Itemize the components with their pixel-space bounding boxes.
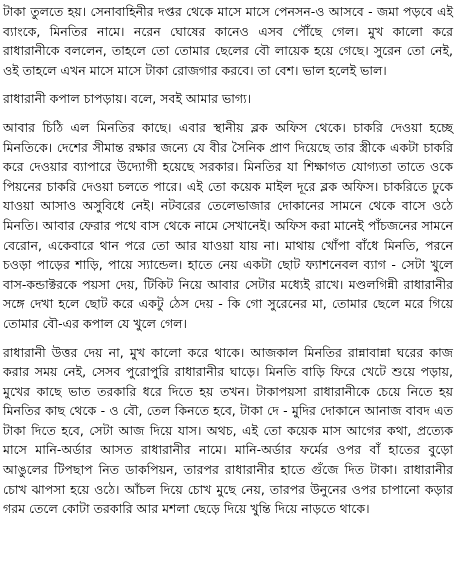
paragraph-household: রাধারানী উত্তর দেয় না, মুখ কালো করে থাকে। আজকাল মিনতির রান্নাবান্না ঘরের কাজ করার সময় নেই, সেসব পুরোপুরি রাধারানীর ঘাড়ে। মিনতি বাড়ি ফিরে খেটে শুয়ে পড়ায়, মুখের কাছে ভাত তরকারি ধরে দিতে হয় তখন। টাকাপয়সা রাধারানীকে চেয়ে নিতে হয় মিনতির কাছ থেকে - ও বৌ, তেল কিনতে হবে, টাকা দে - মুদির দোকানে আনাজ বাবদ এত টাকা দিতে হবে, সেটা আজ দিয়ে যাস। অথচ, এই তো কয়েক মাস আগের কথা, প্রত্যেক মাসে মানি-অর্ডার আসত রাধারানীর নামে। মানি-অর্ডার ফর্মের ওপর বাঁ হাতের বুড়ো আঙুলের টিপছাপ নিত ডাকপিয়ন, তারপর রাধারানীর হাতে গুঁজে দিত টাকা। রাধারানীর চোখ ঝাপসা হয়ে ওঠে। আঁচল দিয়ে চোখ মুছে নেয়, তারপর উনুনের ওপর চাপানো কড়ার গরম তেলে কোটা তরকারি আর মশলা ছেড়ে দিয়ে খুন্তি দিয়ে নাড়তে থাকে। [3, 344, 453, 517]
paragraph-gap [3, 80, 453, 89]
document-page [3, 2, 453, 519]
paragraph-gap [3, 334, 453, 343]
paragraph-pension: টাকা তুলতে হয়। সেনাবাহিনীর দপ্তর থেকে মাসে মাসে পেনসন-ও আসবে - জমা পড়বে এই ব্যাংকে, মিনতির নামে। নরেন ঘোষের কানেও এসব পৌঁছে গেল। মুখ কালো করে রাধারানীকে বললেন, তাহলে তো তোমার ছেলের বৌ লায়েক হয়ে গেছে। সুরেন তো নেই, ওই তাহলে এখন মাসে মাসে টাকা রোজগার করবে। তা বেশ। ভাল হলেই ভাল। [3, 4, 453, 78]
paragraph-radharani-fate: রাধারানী কপাল চাপড়ায়। বলে, সবই আমার ভাগ্য। [3, 91, 252, 107]
paragraph-job-letter: আবার চিঠি এল মিনতির কাছে। এবার স্থানীয় ব্লক অফিস থেকে। চাকরি দেওয়া হচ্ছে মিনতিকে। দেশের সীমান্ত রক্ষার জন্যে যে বীর সৈনিক প্রাণ দিয়েছে তার স্ত্রীকে একটা চাকরি করে দেওয়ার ব্যাপারে উদ্যোগী হয়েছে সরকার। মিনতির যা শিক্ষাগত যোগ্যতা তাতে ওকে পিয়নের চাকরি দেওয়া চলতে পারে। এই তো কয়েক মাইল দূরে ব্লক অফিস। চাকরিতে ঢুকে যাওয়া আসাও অসুবিধে নেই। নটবরের তেলেভাজার দোকানের সামনে থেকে বাসে ওঠে মিনতি। আবার ফেরার পথে বাস থেকে নামে সেখানেই। অফিস করা মানেই পাঁচজনের সামনে বেরোন, একেবারে থান পরে তো আর যাওয়া যায় না। মাথায় খোঁপা বাঁধে মিনতি, পরনে চওড়া পাড়ের শাড়ি, পায়ে স্যান্ডেল। হাতে নেয় একটা ছোট ফ্যাশনেবল ব্যাগ - সেটা খুলে বাস-কন্ডাক্টরকে পয়সা দেয়, টিকিট নিয়ে আবার সেটার মধ্যেই রাখে। মণ্ডলগিন্নী রাধারানীর সঙ্গে দেখা হলে ছোট করে একটু ঠেস দেয় - কি গো সুরেনের মা, তোমার ছেলে মরে গিয়ে তোমার বৌ-এর কপাল যে খুলে গেল। [3, 119, 453, 331]
paragraph-gap [3, 109, 453, 118]
